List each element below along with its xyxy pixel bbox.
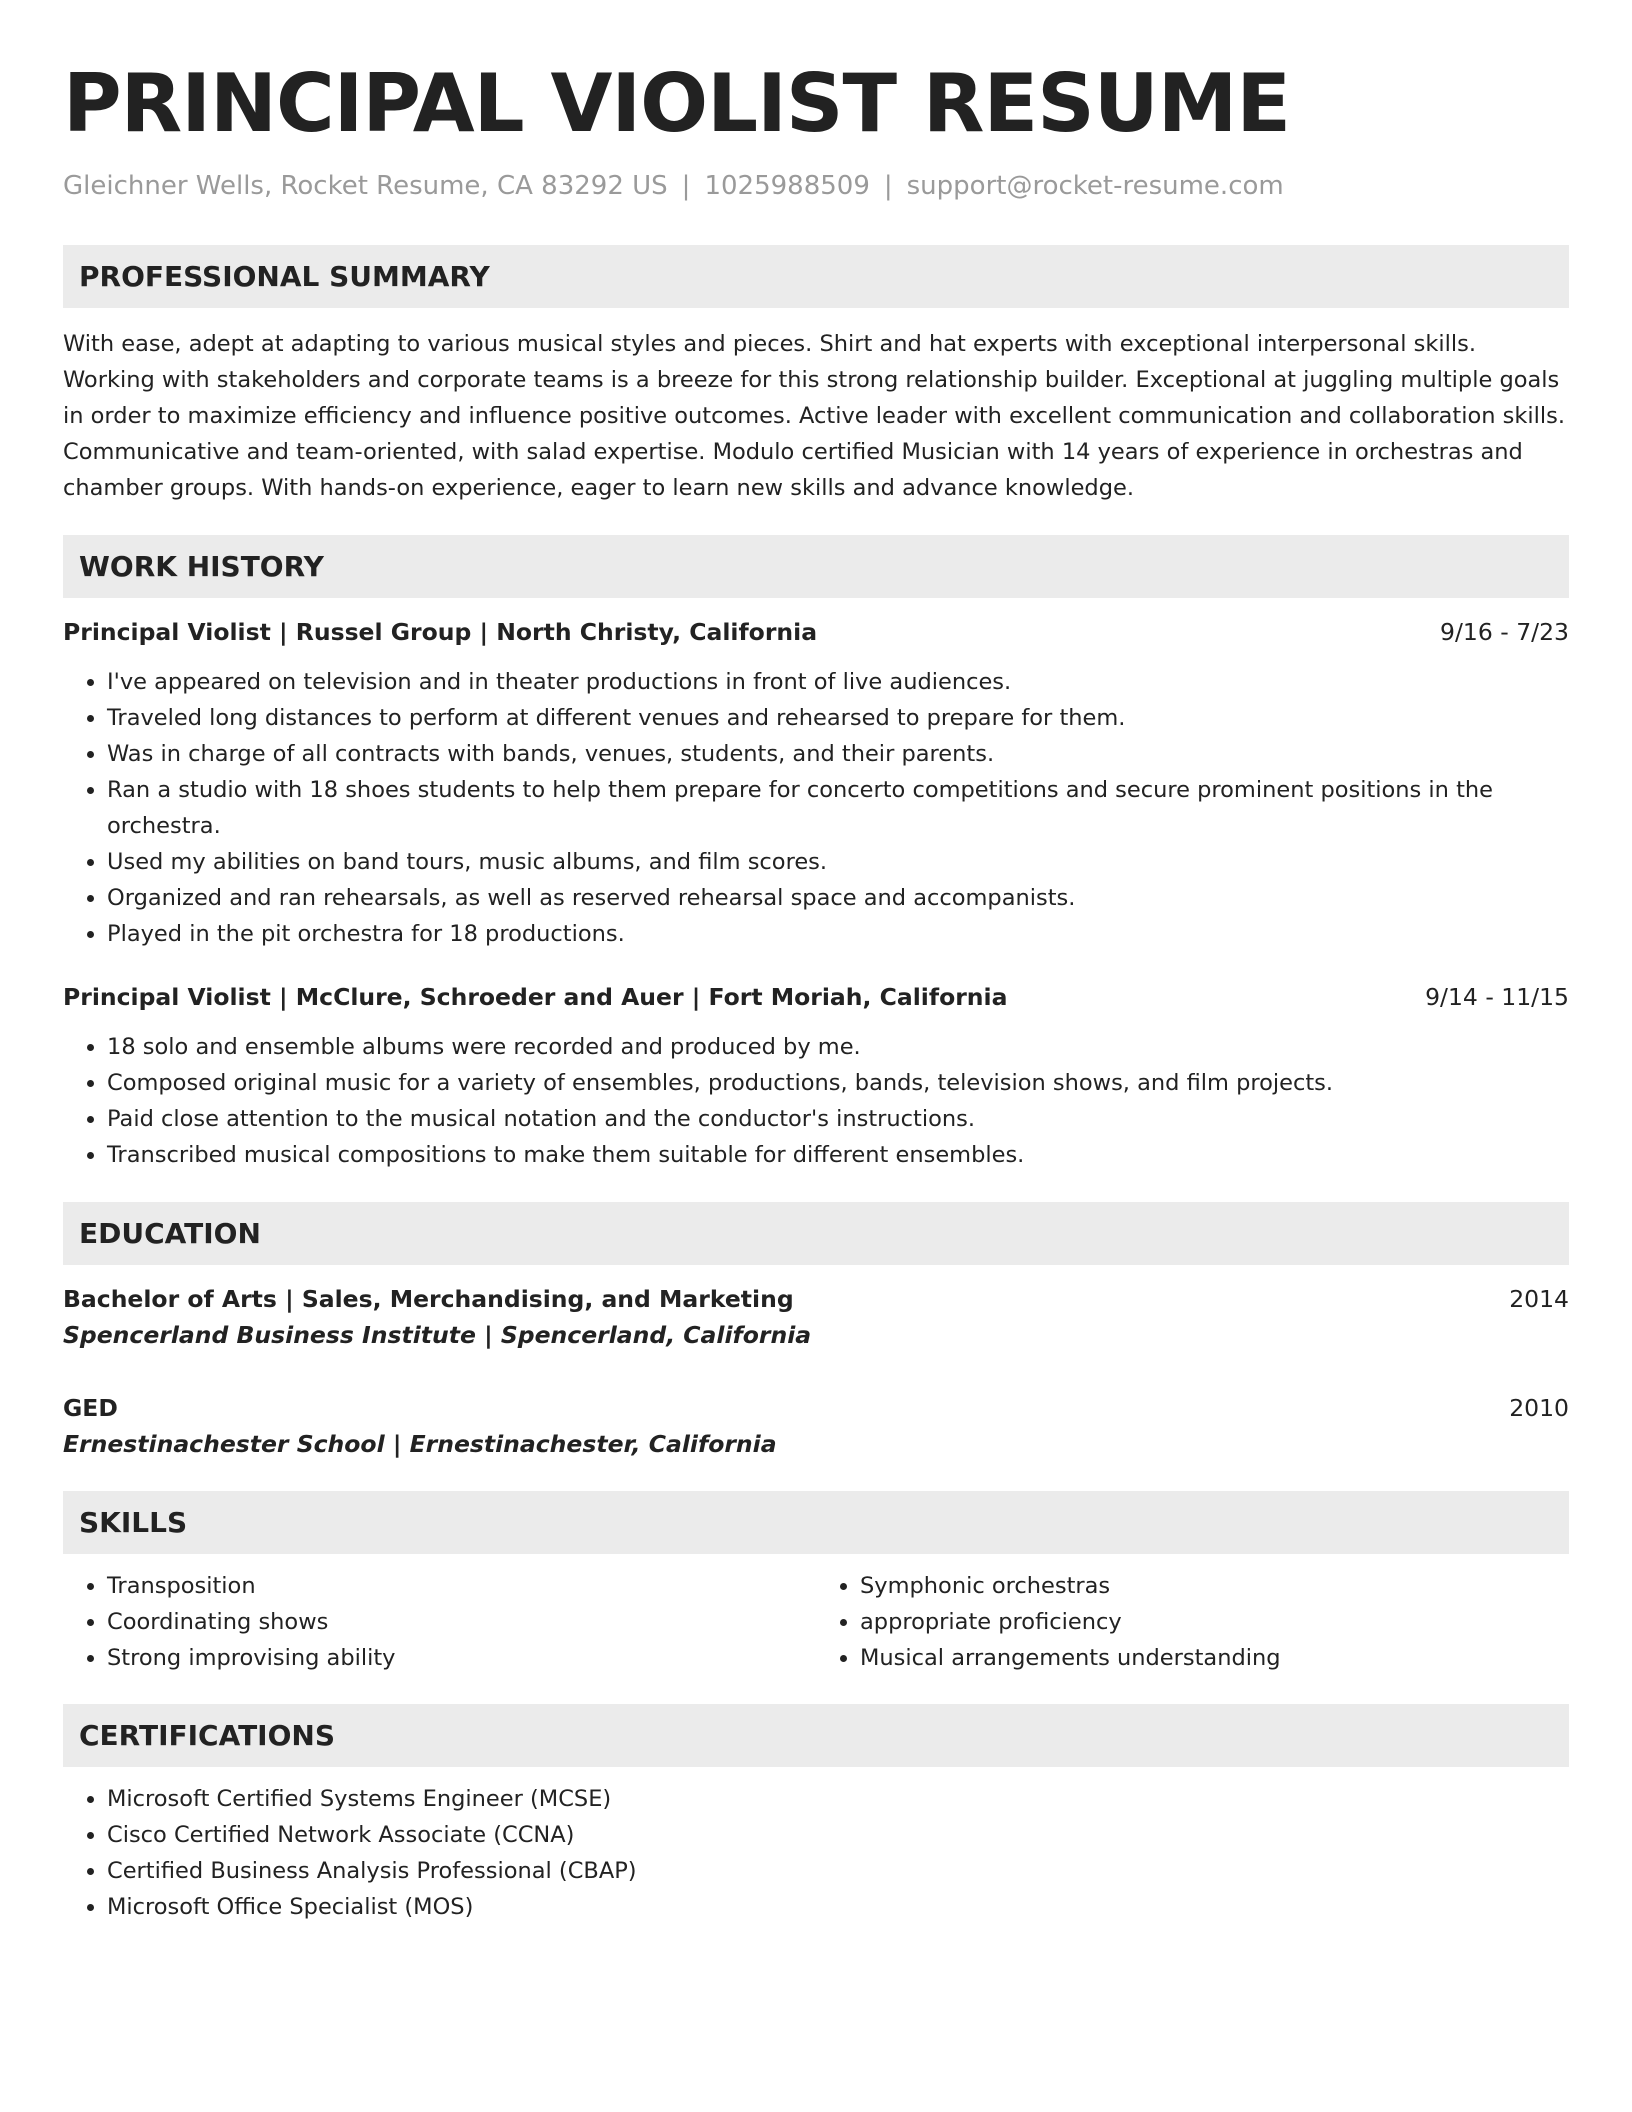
list-item: • Symphonic orchestras bbox=[860, 1568, 1569, 1604]
list-item: • Was in charge of all contracts with bands, venues, students, and their parents. bbox=[107, 736, 1569, 772]
list-item: • Composed original music for a variety of ensembles, productions, bands, television shows, and film projects. bbox=[107, 1065, 1569, 1101]
list-item: • Paid close attention to the musical notation and the conductor's instructions. bbox=[107, 1101, 1569, 1137]
resume-title: PRINCIPAL VIOLIST RESUME bbox=[63, 57, 1291, 150]
job-entry bbox=[63, 979, 1569, 1173]
list-item: • Microsoft Office Specialist (MOS) bbox=[107, 1889, 1569, 1925]
education-header bbox=[63, 1281, 1569, 1317]
contact-line bbox=[63, 168, 1569, 204]
contact-separator: | bbox=[883, 171, 893, 201]
education-degree: Bachelor of Arts | Sales, Merchandising, and Marketing bbox=[63, 1285, 794, 1313]
list-item: • Transposition bbox=[107, 1568, 816, 1604]
contact-separator: | bbox=[681, 171, 691, 201]
education-entry bbox=[63, 1281, 1569, 1353]
section-heading-summary: PROFESSIONAL SUMMARY bbox=[63, 245, 1569, 308]
education-school: Spencerland Business Institute | Spencerland, California bbox=[63, 1321, 812, 1349]
section-heading-education: EDUCATION bbox=[63, 1202, 1569, 1265]
list-item: • Used my abilities on band tours, music albums, and film scores. bbox=[107, 844, 1569, 880]
list-item: • Musical arrangements understanding bbox=[860, 1640, 1569, 1676]
list-item: • Organized and ran rehearsals, as well as reserved rehearsal space and accompanists. bbox=[107, 880, 1569, 916]
list-item: • Certified Business Analysis Professional (CBAP) bbox=[107, 1853, 1569, 1889]
list-item: • I've appeared on television and in theater productions in front of live audiences. bbox=[107, 664, 1569, 700]
education-header bbox=[63, 1390, 1569, 1426]
job-bullets bbox=[63, 664, 1569, 952]
job-bullets bbox=[63, 1029, 1569, 1173]
list-item: • appropriate proficiency bbox=[860, 1604, 1569, 1640]
list-item: • Cisco Certified Network Associate (CCNA) bbox=[107, 1817, 1569, 1853]
section-heading-skills: SKILLS bbox=[63, 1491, 1569, 1554]
job-header bbox=[63, 979, 1569, 1015]
education-degree: GED bbox=[63, 1394, 118, 1422]
job-dates: 9/14 - 11/15 bbox=[1425, 983, 1569, 1011]
contact-phone: 1025988509 bbox=[704, 171, 870, 201]
skills-list bbox=[63, 1568, 1569, 1676]
skills-column-right bbox=[816, 1568, 1569, 1676]
section-heading-work-history: WORK HISTORY bbox=[63, 535, 1569, 598]
list-item: • Traveled long distances to perform at different venues and rehearsed to prepare for them. bbox=[107, 700, 1569, 736]
list-item: • Played in the pit orchestra for 18 productions. bbox=[107, 916, 1569, 952]
job-title: Principal Violist | McClure, Schroeder and Auer | Fort Moriah, California bbox=[63, 983, 1008, 1011]
education-school: Ernestinachester School | Ernestinachester, California bbox=[63, 1430, 777, 1458]
summary-text: With ease, adept at adapting to various musical styles and pieces. Shirt and hat experts with exceptional interpersonal skills. Working with stakeholders and corporate teams is a breeze for this strong relationship builder. Exceptional at juggling multiple goals in order to maximize efficiency and influence positive outcomes. Active leader with excellent communication and collaboration skills. Communicative and team-oriented, with salad expertise. Modulo certified Musician with 14 years of experience in orchestras and chamber groups. With hands-on experience, eager to learn new skills and advance knowledge. bbox=[63, 331, 1566, 501]
education-entry bbox=[63, 1390, 1569, 1462]
education-year: 2010 bbox=[1509, 1394, 1569, 1422]
certifications-list bbox=[63, 1781, 1569, 1925]
job-entry bbox=[63, 614, 1569, 952]
list-item: • Microsoft Certified Systems Engineer (MCSE) bbox=[107, 1781, 1569, 1817]
education-year: 2014 bbox=[1509, 1285, 1569, 1313]
contact-address: Gleichner Wells, Rocket Resume, CA 83292 US bbox=[63, 171, 668, 201]
list-item: • 18 solo and ensemble albums were recorded and produced by me. bbox=[107, 1029, 1569, 1065]
section-heading-certifications: CERTIFICATIONS bbox=[63, 1704, 1569, 1767]
contact-email: support@rocket-resume.com bbox=[906, 171, 1284, 201]
skills-column-left bbox=[63, 1568, 816, 1676]
job-dates: 9/16 - 7/23 bbox=[1440, 618, 1569, 646]
list-item: • Coordinating shows bbox=[107, 1604, 816, 1640]
job-header bbox=[63, 614, 1569, 650]
list-item: • Ran a studio with 18 shoes students to help them prepare for concerto competitions and secure prominent positions in the orchestra. bbox=[107, 772, 1569, 844]
job-title: Principal Violist | Russel Group | North Christy, California bbox=[63, 618, 818, 646]
list-item: • Transcribed musical compositions to make them suitable for different ensembles. bbox=[107, 1137, 1569, 1173]
list-item: • Strong improvising ability bbox=[107, 1640, 816, 1676]
